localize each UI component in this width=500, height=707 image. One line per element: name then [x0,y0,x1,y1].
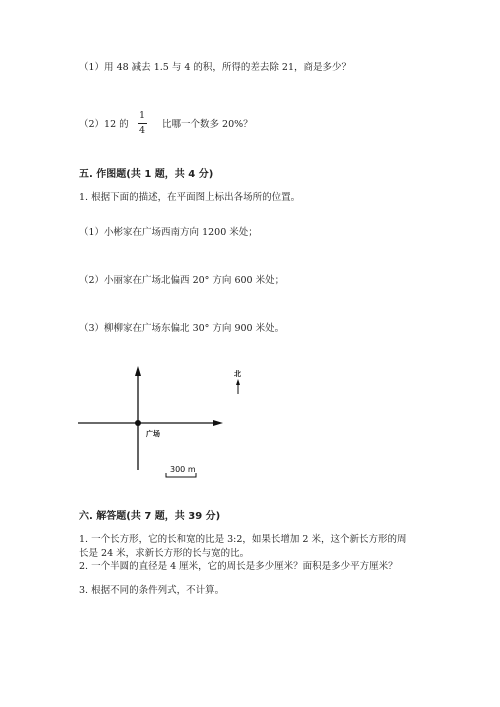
question-2-suffix: 比哪一个数多 20%？ [162,119,253,130]
section-6-question-1-line-2: 长是 24 米，求新长方形的长与宽的比。 [79,548,250,559]
scale-label: 300 m [170,465,196,474]
square-label: 广场 [146,430,160,438]
section-6-question-1-line-1: 1. 一个长方形，它的长和宽的比是 3:2，如果长增加 2 米，这个新长方形的周 [79,534,407,545]
fraction-numerator: 1 [138,110,146,121]
map-up-arrow [135,366,141,376]
north-arrow-icon [236,379,240,385]
section-6-title: 六. 解答题(共 7 题，共 39 分) [79,511,221,522]
square-point [135,420,141,426]
location-item-2: （2）小丽家在广场北偏西 20° 方向 600 米处； [79,275,285,286]
question-2-prefix: （2）12 的 [79,119,129,130]
north-label: 北 [234,370,241,378]
section-5-question-1: 1. 根据下面的描述，在平面图上标出各场所的位置。 [79,192,301,203]
location-item-1: （1）小彬家在广场西南方向 1200 米处； [79,227,258,238]
question-1: （1）用 48 减去 1.5 与 4 的积，所得的差去除 21，商是多少？ [79,62,352,73]
section-6-question-3: 3. 根据不同的条件列式，不计算。 [79,585,225,596]
location-item-3: （3）柳柳家在广场东偏北 30° 方向 900 米处。 [79,323,285,334]
section-6-question-2: 2. 一个半圆的直径是 4 厘米，它的周长是多少厘米？面积是多少平方厘米？ [79,561,398,572]
section-5-title: 五. 作图题(共 1 题，共 4 分) [79,169,214,180]
fraction-denominator: 4 [138,125,146,136]
map-right-arrow [213,420,223,426]
